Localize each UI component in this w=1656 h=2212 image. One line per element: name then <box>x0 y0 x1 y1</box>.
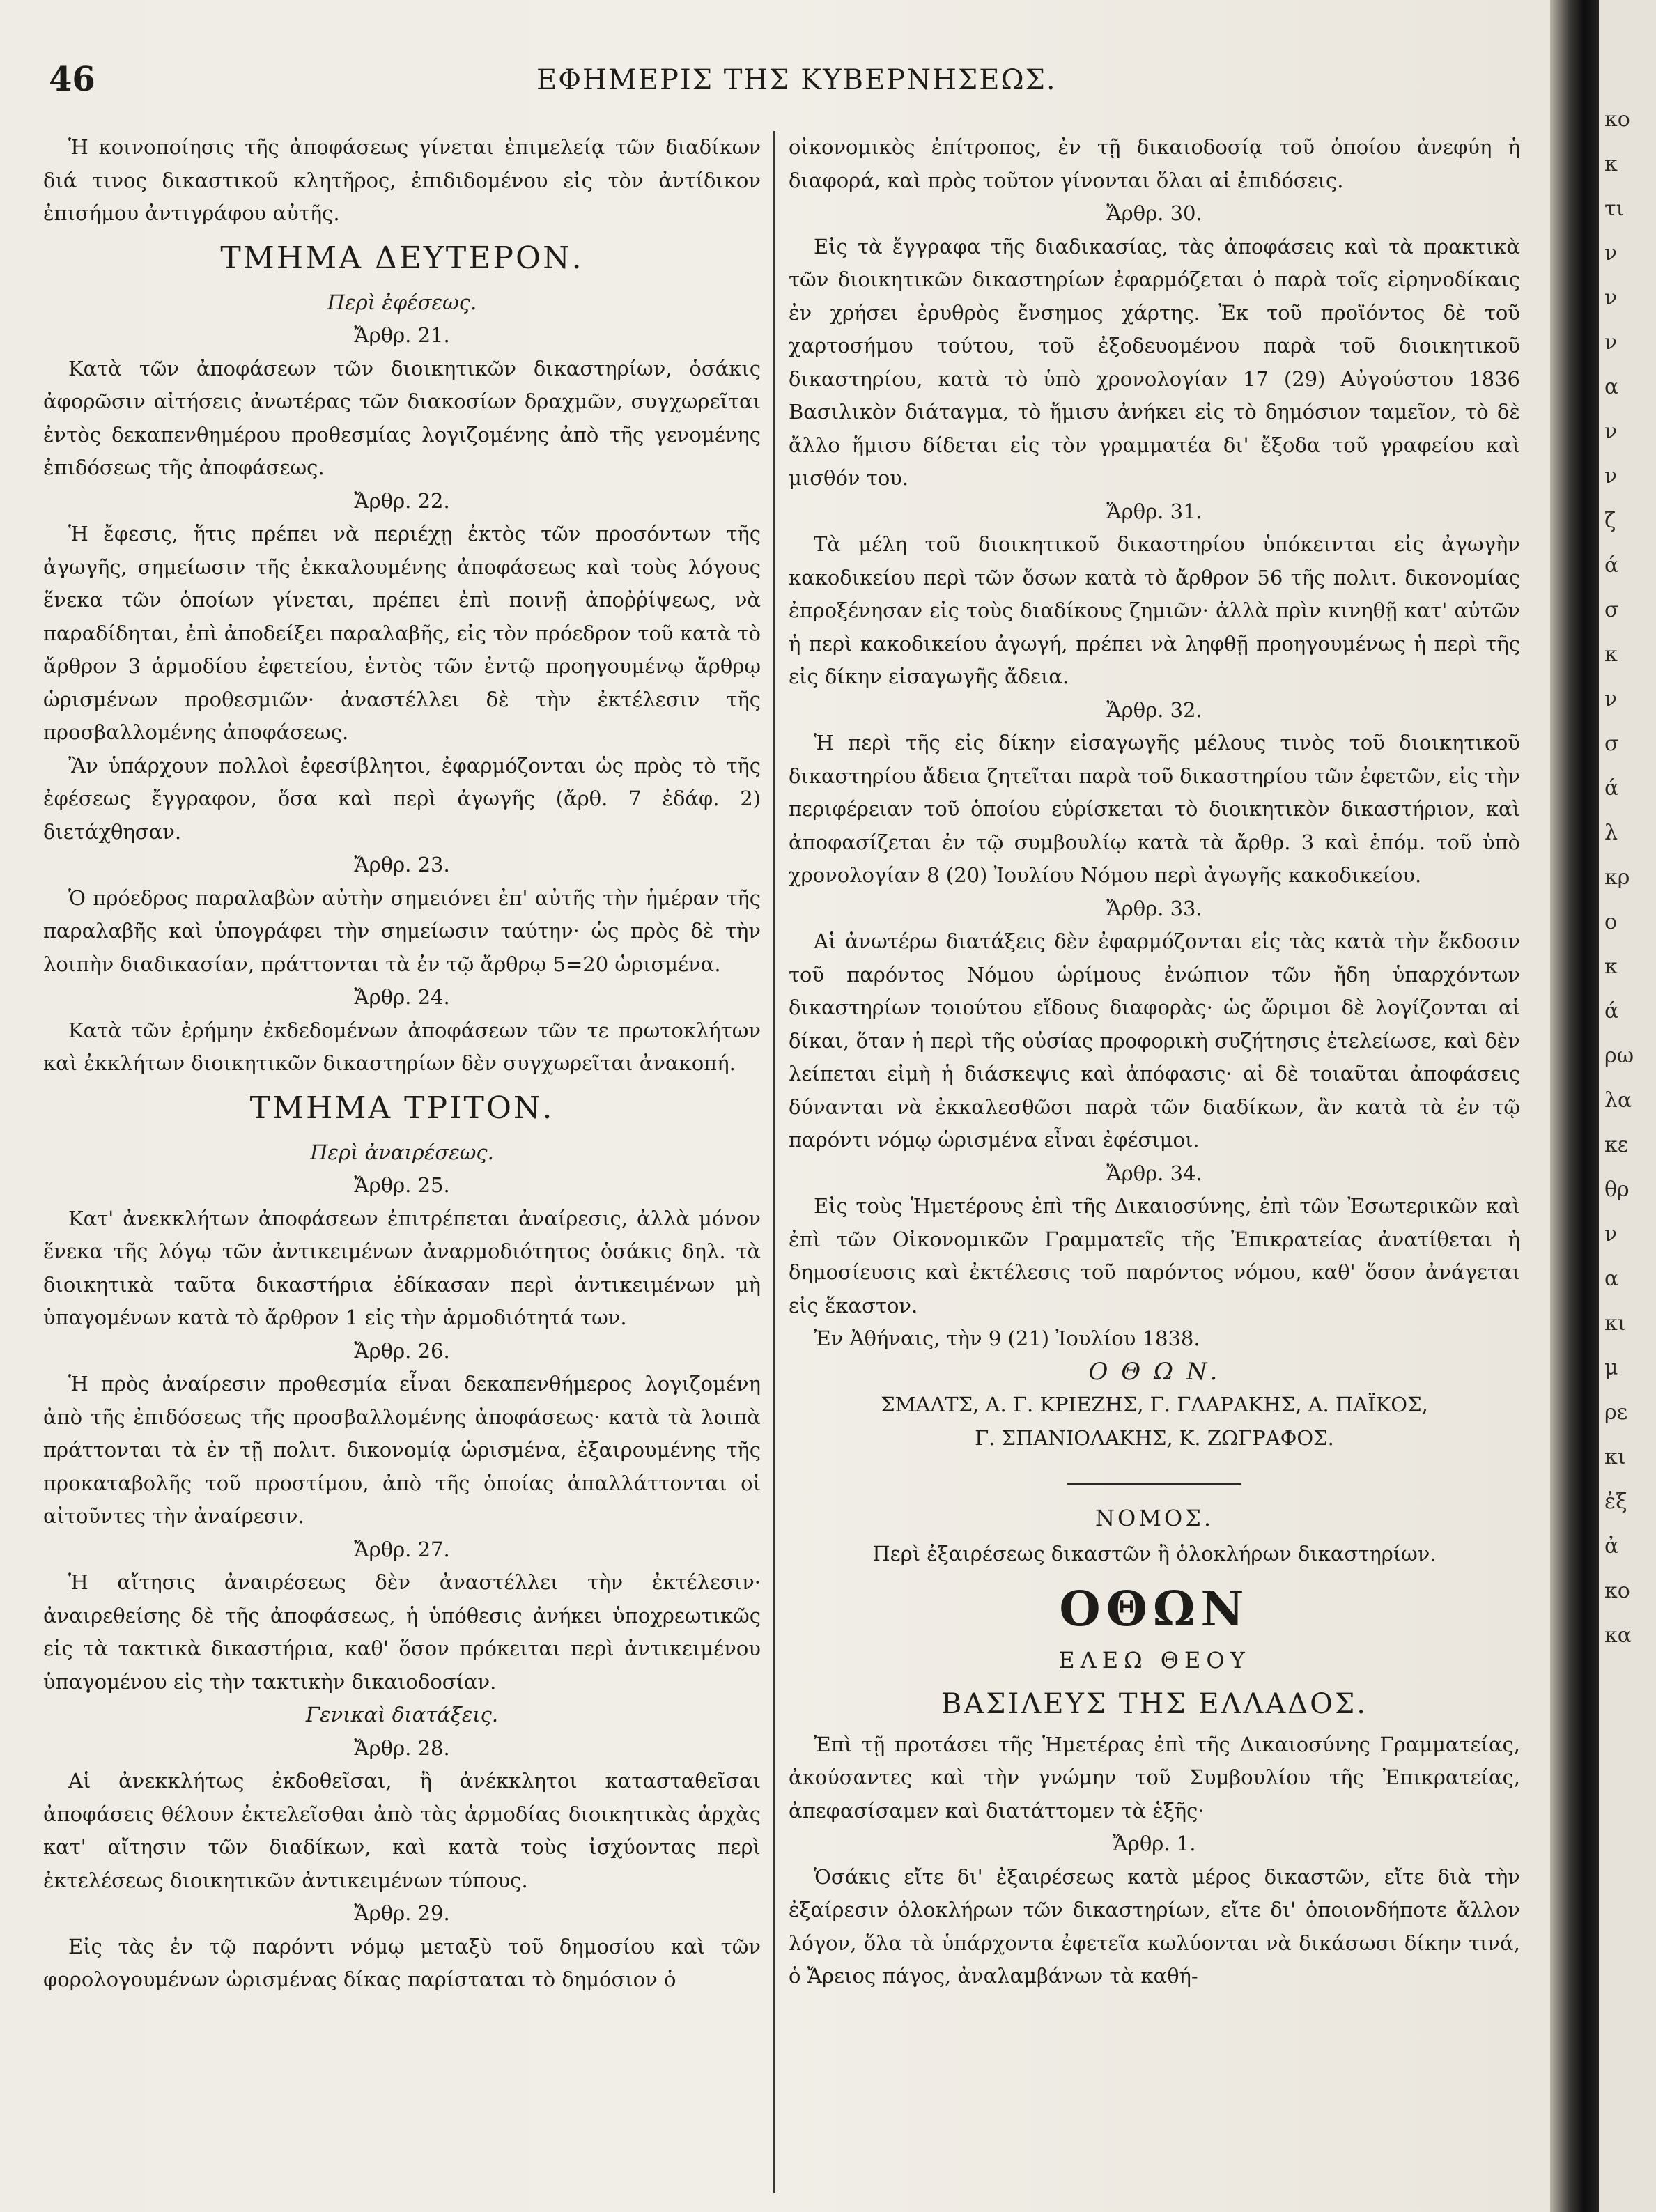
fragment: α <box>1604 375 1619 399</box>
article-heading: Ἄρθρ. 33. <box>1106 896 1202 920</box>
law-title: ΝΟΜΟΣ. <box>1094 1505 1214 1531</box>
fragment: κε <box>1604 1133 1629 1157</box>
right-column <box>789 131 1520 1993</box>
article-heading: Ἄρθρ. 27. <box>354 1537 450 1561</box>
fragment: α <box>1604 1267 1619 1291</box>
running-title: ΕΦΗΜΕΡΙΣ ΤΗΣ ΚΥΒΕΡΝΗΣΕΩΣ. <box>536 64 1057 96</box>
paragraph: οἰκονομικὸς ἐπίτροπος, ἐν τῇ δικαιοδοσίᾳ τοῦ ὁποίου ἀνεφύη ἡ διαφορά, καὶ πρὸς τοῦτον γίνονται ὅλαι αἱ ἐπιδόσεις. <box>789 135 1520 192</box>
fragment: λ <box>1604 821 1618 845</box>
fragment: ἀ <box>1604 1534 1619 1559</box>
fragment: ν <box>1604 1222 1618 1246</box>
page-number: 46 <box>49 60 95 99</box>
next-page-edge <box>1599 0 1656 2212</box>
king-name: ΟΘΩΝ <box>1059 1581 1250 1637</box>
section-title: ΤΜΗΜΑ ΔΕΥΤΕΡΟΝ. <box>220 240 584 276</box>
paragraph: Εἰς τὰς ἐν τῷ παρόντι νόμῳ μεταξὺ τοῦ δημοσίου καὶ τῶν φορολογουμένων ὡρισμένας δίκας παρίσταται τὸ δημόσιον ὁ <box>43 1934 761 1991</box>
fragment: κο <box>1604 1579 1630 1603</box>
fragment: μ <box>1604 1356 1618 1380</box>
fragment: ρω <box>1604 1044 1634 1068</box>
section-subtitle: Περὶ ἀναιρέσεως. <box>310 1140 494 1164</box>
paragraph: Εἰς τοὺς Ἡμετέρους ἐπὶ τῆς Δικαιοσύνης, ἐπὶ τῶν Ἐσωτερικῶν καὶ ἐπὶ τῶν Οἰκονομικῶν Γραμματεῖς τῆς Ἐπικρατείας ἀνατίθεται ἡ δημοσίευσις καὶ ἐκτέλεσις τοῦ παρόντος νόμου, καθ' ὅσον ἀνάγεται εἰς ἕκαστον. <box>789 1194 1520 1317</box>
paragraph: Κατ' ἀνεκκλήτων ἀποφάσεων ἐπιτρέπεται ἀναίρεσις, ἀλλὰ μόνον ἕνεκα τῆς λόγῳ τῶν ἀντικειμένων ἀναρμοδιότητος ὁσάκις δηλ. τὰ διοικητικὰ ταῦτα δικαστήρια ἐδίκασαν περὶ ἀντικειμένων μὴ ὑπαγομένων κατὰ τὸ ἄρθρον 1 εἰς τὴν ἁρμοδιότητά των. <box>43 1206 761 1329</box>
date-line: Ἐν Ἀθήναις, τὴν 9 (21) Ἰουλίου 1838. <box>814 1327 1200 1350</box>
fragment: ζ <box>1604 509 1616 533</box>
article-heading: Ἄρθρ. 34. <box>1106 1161 1202 1185</box>
paragraph: Ἐπὶ τῇ προτάσει τῆς Ἡμετέρας ἐπὶ τῆς Δικαιοσύνης Γραμματείας, ἀκούσαντες καὶ τὴν γνώμην τοῦ Συμβουλίου τῆς Ἐπικρατείας, ἀπεφασίσαμεν καὶ διατάττομεν τὰ ἑξῆς· <box>789 1732 1520 1823</box>
article-heading: Ἄρθρ. 31. <box>1106 499 1202 523</box>
paragraph: Τὰ μέλη τοῦ διοικητικοῦ δικαστηρίου ὑπόκεινται εἰς ἀγωγὴν κακοδικείου περὶ τῶν ὅσων κατὰ τὸ ἄρθρον 56 τῆς πολιτ. δικονομίας ἐπροξένησαν εἰς τοὺς διαδίκους ζημιῶν· ἀλλὰ πρὶν κινηθῇ κατ' αὐτῶν ἡ περὶ κακοδικείου ἀγωγή, πρέπει νὰ ληφθῇ προηγουμένως ἡ περὶ τῆς εἰς δίκην εἰσαγωγῆς ἄδεια. <box>789 532 1520 688</box>
fragment: ν <box>1604 330 1618 355</box>
column-divider <box>773 131 775 2193</box>
section-subtitle: Γενικαὶ διατάξεις. <box>305 1703 499 1726</box>
fragment: σ <box>1604 732 1619 756</box>
article-heading: Ἄρθρ. 24. <box>354 985 450 1009</box>
paragraph: Ὁ πρόεδρος παραλαβὼν αὐτὴν σημειόνει ἐπ' αὐτῆς τὴν ἡμέραν τῆς παραλαβῆς καὶ ὑπογράφει τὴν σημείωσιν ταύτην· ὡς πρὸς δὲ τὴν λοιπὴν διαδικασίαν, πράττονται τὰ ἐν τῷ ἄρθρῳ 5=20 ὡρισμένα. <box>43 885 761 976</box>
paragraph: Εἰς τὰ ἔγγραφα τῆς διαδικασίας, τὰς ἀποφάσεις καὶ τὰ πρακτικὰ τῶν διοικητικῶν δικαστηρίων ἐφαρμόζεται ὁ παρὰ τοῖς εἰρηνοδίκαις ἐν χρήσει ἐρυθρὸς ἔνσημος χάρτης. Ἐκ τοῦ προϊόντος δὲ τοῦ χαρτοσήμου τούτου, τοῦ ἐξοδευομένου παρὰ τοῦ διοικητικοῦ δικαστηρίου, κατὰ τὸ ὑπὸ χρονολογίαν 17 (29) Αὐγούστου 1836 Βασιλικὸν διάταγμα, τὸ ἥμισυ ἀνήκει εἰς τὸ δημόσιον ταμεῖον, τὸ δὲ ἄλλο ἥμισυ δίδεται εἰς τὸν γραμματέα δι' ἔξοδα τοῦ γραφείου καὶ μισθόν του. <box>789 234 1520 490</box>
fragment: ά <box>1604 553 1619 578</box>
signers-line: Γ. ΣΠΑΝΙΟΛΑΚΗΣ, Κ. ΖΩΓΡΑΦΟΣ. <box>975 1425 1334 1450</box>
fragment: ν <box>1604 419 1618 444</box>
book-gutter <box>1550 0 1599 2212</box>
law-subtitle: Περὶ ἐξαιρέσεως δικαστῶν ἢ ὁλοκλήρων δικαστηρίων. <box>872 1542 1437 1565</box>
fragment: ν <box>1604 241 1618 265</box>
paragraph: Ἡ αἴτησις ἀναιρέσεως δὲν ἀναστέλλει τὴν ἐκτέλεσιν· ἀναιρεθείσης δὲ τῆς ἀποφάσεως, ἡ ὑπόθεσις ἀνήκει ὑποχρεωτικῶς εἰς τὰ τακτικὰ δικαστήρια, καθ' ὅσον πρόκειται περὶ ἀντικειμένου ὑπαγομένου εἰς τὴν τακτικὴν δικαιοδοσίαν. <box>43 1570 761 1694</box>
article-heading: Ἄρθρ. 32. <box>1106 697 1202 722</box>
section-subtitle: Περὶ ἐφέσεως. <box>327 290 477 314</box>
divider-rule <box>1067 1483 1241 1485</box>
king-title: ΒΑΣΙΛΕΥΣ ΤΗΣ ΕΛΛΑΔΟΣ. <box>941 1687 1368 1720</box>
fragment: λα <box>1604 1088 1632 1113</box>
signers-line: ΣΜΑΛΤΣ, Α. Γ. ΚΡΙΕΖΗΣ, Γ. ΓΛΑΡΑΚΗΣ, Α. ΠΑΪΚΟΣ, <box>881 1393 1428 1416</box>
fragment: θρ <box>1604 1177 1630 1202</box>
fragment: ο <box>1604 910 1618 934</box>
fragment: ρε <box>1604 1400 1628 1425</box>
paragraph: Ἡ περὶ τῆς εἰς δίκην εἰσαγωγῆς μέλους τινὸς τοῦ διοικητικοῦ δικαστηρίου ἄδεια ζητεῖται παρὰ τοῦ δικαστηρίου τῶν ἐφετῶν, εἰς τὴν περιφέρειαν τοῦ ὁποίου εὑρίσκεται τὸ διοικητικὸν δικαστήριον, καὶ ἀποφασίζεται ἐν τῷ συμβουλίῳ κατὰ τὰ ἄρθρ. 3 καὶ ἑπόμ. τοῦ ὑπὸ χρονολογίαν 8 (20) Ἰουλίου Νόμου περὶ ἀγωγῆς κακοδικείου. <box>789 731 1520 887</box>
fragment: ἐξ <box>1604 1490 1627 1514</box>
fragment: ν <box>1604 286 1618 310</box>
page-header <box>49 60 1526 109</box>
paragraph: Ἡ ἔφεσις, ἥτις πρέπει νὰ περιέχῃ ἐκτὸς τῶν προσόντων τῆς ἀγωγῆς, σημείωσιν τῆς ἐκκαλουμένης ἀποφάσεως καὶ τοὺς λόγους ἕνεκα τῶν ὁποίων γίνεται, πρέπει ἐπὶ ποινῇ ἀποῤῥίψεως, νὰ παραδίδηται, ἐπὶ ἀποδείξει παραλαβῆς, εἰς τὸν πρόεδρον τοῦ κατὰ τὸ ἄρθρον 3 ἁρμοδίου ἐφετείου, ἐντὸς τῶν ἐντῷ προηγουμένῳ ἄρθρῳ ὡρισμένων προθεσμιῶν· ἀναστέλλει δὲ τὴν ἐκτέλεσιν τῆς προσβαλλομένης ἀποφάσεως. <box>43 522 761 744</box>
paragraph: Αἱ ἀνεκκλήτως ἐκδοθεῖσαι, ἢ ἀνέκκλητοι κατασταθεῖσαι ἀποφάσεις θέλουν ἐκτελεῖσθαι ἀπὸ τὰς ἁρμοδίας διοικητικὰς ἀρχὰς κατ' αἴτησιν τῶν διαδίκων, καὶ κατὰ τοὺς ἰσχύοντας περὶ ἐκτελέσεως διοικητικῶν ἀντικειμένων τύπους. <box>43 1769 761 1892</box>
article-heading: Ἄρθρ. 1. <box>1113 1832 1196 1855</box>
article-heading: Ἄρθρ. 26. <box>354 1338 450 1363</box>
article-heading: Ἄρθρ. 30. <box>1106 201 1202 225</box>
article-heading: Ἄρθρ. 21. <box>354 323 450 347</box>
left-column <box>43 131 761 1997</box>
paragraph: Κατὰ τῶν ἀποφάσεων τῶν διοικητικῶν δικαστηρίων, ὁσάκις ἀφορῶσιν αἰτήσεις ἀνωτέρας τῶν διακοσίων δραχμῶν, συγχωρεῖται ἐντὸς δεκαπενθημέρου προθεσμίας λογιζομένης ἀπὸ τῆς γενομένης ἐπιδόσεως τῆς ἀποφάσεως. <box>43 356 761 479</box>
fragment: ν <box>1604 464 1618 488</box>
paragraph: Ὁσάκις εἴτε δι' ἐξαιρέσεως κατὰ μέρος δικαστῶν, εἴτε διὰ τὴν ἐξαίρεσιν ὁλοκλήρων τῶν δικαστηρίων, εἴτε δι' ὁποιονδήποτε ἄλλον λόγον, ὅλα τὰ ὑπάρχοντα ἐφετεῖα κωλύονται νὰ δικάσωσι δίκην τινά, ὁ Ἄρειος πάγος, ἀναλαμβάνων τὰ καθή- <box>789 1864 1520 1988</box>
fragment: κι <box>1604 1445 1626 1469</box>
fragment: κ <box>1604 642 1618 667</box>
fragment: κα <box>1604 1623 1632 1648</box>
by-grace-of-god: ΕΛΕΩ ΘΕΟΥ <box>1058 1646 1251 1673</box>
article-heading: Ἄρθρ. 28. <box>354 1735 450 1760</box>
paragraph: Ἂν ὑπάρχουν πολλοὶ ἐφεσίβλητοι, ἐφαρμόζονται ὡς πρὸς τὸ τῆς ἐφέσεως ἔγγραφον, ὅσα καὶ περὶ ἀγωγῆς (ἄρθ. 7 ἐδάφ. 2) διετάχθησαν. <box>43 753 761 844</box>
fragment: κρ <box>1604 865 1630 890</box>
fragment: τι <box>1604 196 1625 221</box>
fragment: ά <box>1604 999 1619 1023</box>
paragraph: Ἡ κοινοποίησις τῆς ἀποφάσεως γίνεται ἐπιμελείᾳ τῶν διαδίκων διά τινος δικαστικοῦ κλητῆρος, ἐπιδιδομένου εἰς τὸν ἀντίδικον ἐπισήμου ἀντιγράφου αὐτῆς. <box>43 135 761 225</box>
article-heading: Ἄρθρ. 23. <box>354 853 450 876</box>
section-title: ΤΜΗΜΑ ΤΡΙΤΟΝ. <box>249 1090 555 1126</box>
paragraph: Κατὰ τῶν ἐρήμην ἐκδεδομένων ἀποφάσεων τῶν τε πρωτοκλήτων καὶ ἐκκλήτων διοικητικῶν δικαστηρίων δὲν συγχωρεῖται ἀνακοπή. <box>43 1018 761 1075</box>
fragment: κι <box>1604 1311 1626 1336</box>
article-heading: Ἄρθρ. 22. <box>354 488 450 513</box>
fragment: κ <box>1604 954 1618 979</box>
fragment: ά <box>1604 776 1619 801</box>
fragment: κ <box>1604 152 1618 176</box>
fragment: κο <box>1604 107 1630 132</box>
fragment: σ <box>1604 598 1619 622</box>
paragraph: Ἡ πρὸς ἀναίρεσιν προθεσμία εἶναι δεκαπενθήμερος λογιζομένη ἀπὸ τῆς ἐπιδόσεως τῆς προσβαλλομένης ἀποφάσεως· κατὰ τὰ λοιπὰ πράττονται τὰ ἐν τῇ πολιτ. δικονομίᾳ ὡρισμένα, ἐξαιρουμένης τῆς προκαταβολῆς τοῦ προστίμου, ἀπὸ τῆς ὁποίας ἀπαλλάττονται οἱ αἰτοῦντες τὴν ἀναίρεσιν. <box>43 1372 761 1528</box>
fragment: ν <box>1604 687 1618 711</box>
article-heading: Ἄρθρ. 29. <box>354 1901 450 1925</box>
royal-signature: Ο Θ Ω Ν. <box>1088 1357 1221 1386</box>
paragraph: Αἱ ἀνωτέρω διατάξεις δὲν ἐφαρμόζονται εἰς τὰς κατὰ τὴν ἔκδοσιν τοῦ παρόντος Νόμου ὡρίμους ἐνώπιον τῶν ἤδη ὑπαρχόντων δικαστηρίων τοιούτου εἴδους διαφορὰς· ὡς ὥριμοι δὲ λογίζονται αἱ δίκαι, ὅταν ἡ περὶ τῆς οὐσίας προφορικὴ συζήτησις ἐτελείωσε, καὶ δὲν λείπεται εἰμὴ ἡ διάσκεψις καὶ ἀπόφασις· αἱ δὲ τοιαῦται ἀποφάσεις δύνανται νὰ ἐκκαλεσθῶσι παρὰ τῶν διαδίκων, ἂν κατὰ τὰ ἐν τῷ παρόντι νόμῳ ὡρισμένα εἶναι ἐφέσιμοι. <box>789 929 1520 1152</box>
article-heading: Ἄρθρ. 25. <box>354 1173 450 1197</box>
